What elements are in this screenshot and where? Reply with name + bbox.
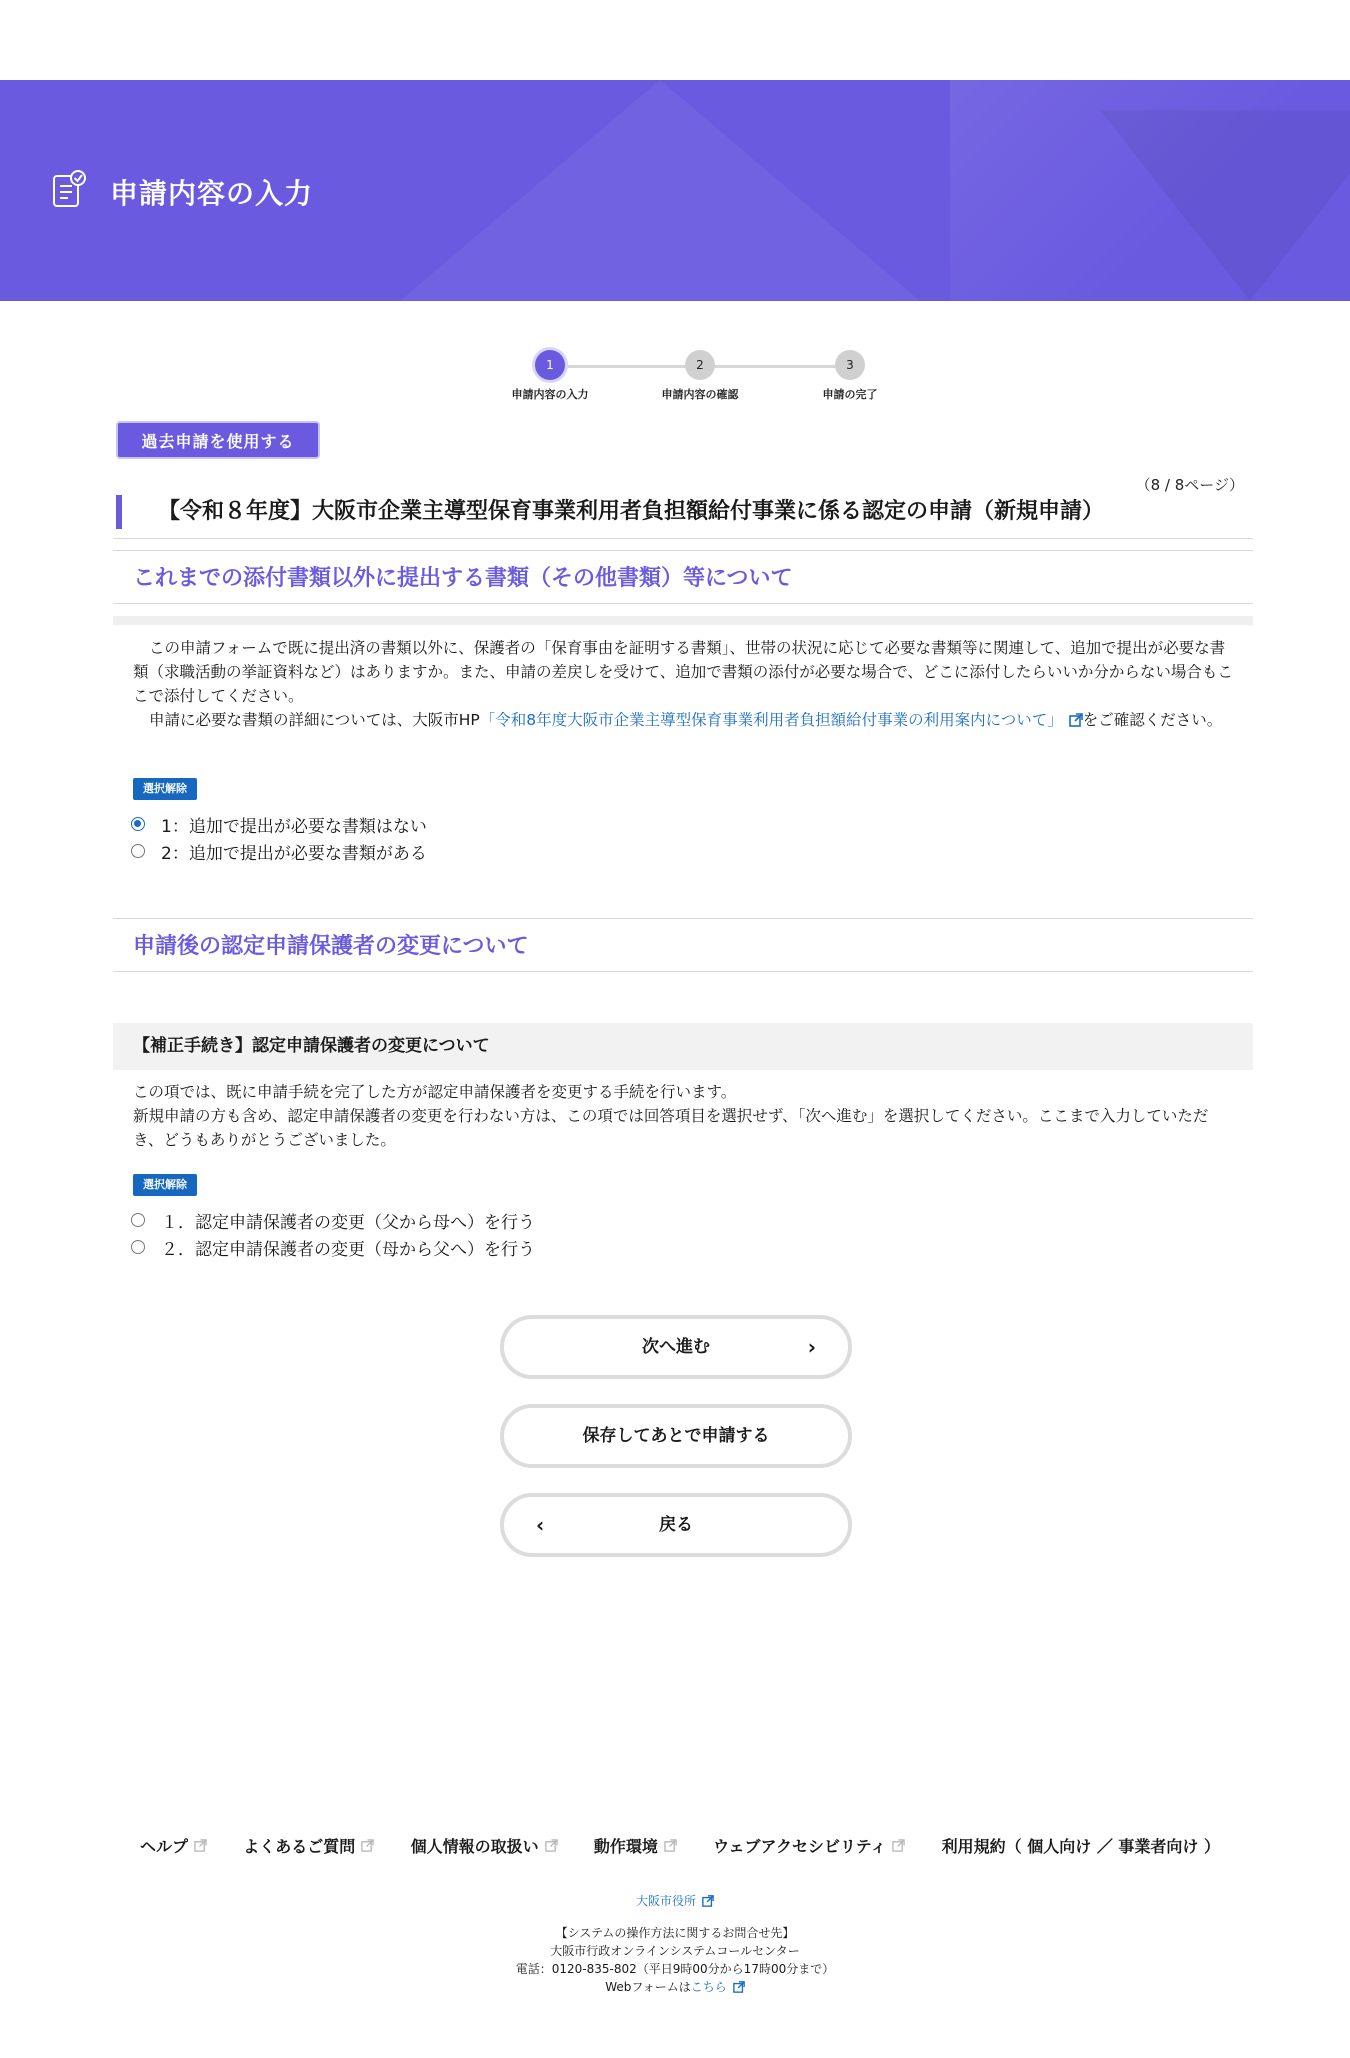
footer-link-label: よくあるご質問 <box>243 1837 356 1856</box>
next-button-label: 次へ進む <box>642 1337 710 1357</box>
footer-link-faq[interactable] <box>243 1834 374 1857</box>
radio-label: ２．認定申請保護者の変更（母から父へ）を行う <box>161 1239 535 1260</box>
section1-description: この申請フォームで既に提出済の書類以外に、保護者の「保育事由を証明する書類」、世帯の状況に応じて必要な書類等に関連して、追加で提出が必要な書類（求職活動の挙証資料など）はありますか。また、申請の差戻しを受けて、追加で書類の添付が必要な場合で、どこに添付したらいいか分からない場合もここで添付してください。 <box>133 639 1233 705</box>
radio-label: 2：追加で提出が必要な書類がある <box>161 843 427 864</box>
section2-description-2: 新規申請の方も含め、認定申請保護者の変更を行わない方は、この項では回答項目を選択せず、「次へ進む」を選択してください。ここまで入力していただき、どうもありがとうございました。 <box>133 1107 1209 1149</box>
banner-decoration <box>1100 110 1350 301</box>
radio-button[interactable] <box>131 844 145 858</box>
radio-label: 1：追加で提出が必要な書類はない <box>161 816 427 837</box>
step-1-number: 1 <box>535 350 565 380</box>
back-button-label: 戻る <box>659 1515 693 1535</box>
radio-option-has-additional-docs[interactable] <box>131 839 427 863</box>
contact-web-prefix: Webフォームは <box>605 1980 691 1994</box>
external-link-icon <box>664 1839 677 1852</box>
use-past-application-button[interactable]: 過去申請を使用する <box>116 421 320 459</box>
external-link-icon <box>733 1981 745 1993</box>
radio-option-no-additional-docs[interactable] <box>131 812 427 836</box>
guide-suffix: をご確認ください。 <box>1082 711 1223 729</box>
footer-link-label: 利用規約（ 個人向け ／ 事業者向け ） <box>941 1837 1220 1856</box>
external-link-icon <box>361 1839 374 1852</box>
radio-button[interactable] <box>131 1213 145 1227</box>
step-1 <box>480 350 620 402</box>
radio-button[interactable] <box>131 1240 145 1254</box>
step-indicator <box>480 350 880 410</box>
page-title: 申請内容の入力 <box>110 177 314 210</box>
contact-organization: 大阪市行政オンラインシステムコールセンター <box>550 1944 800 1958</box>
footer-link-label: ウェブアクセシビリティ <box>713 1837 887 1856</box>
back-button[interactable] <box>500 1493 852 1557</box>
footer-link-label: ヘルプ <box>140 1837 189 1856</box>
banner-decoration <box>400 80 920 301</box>
save-button-label: 保存してあとで申請する <box>582 1426 770 1446</box>
step-3-number: 3 <box>835 350 865 380</box>
footer-link-privacy[interactable] <box>411 1834 558 1857</box>
subsection-heading: 【補正手続き】認定申請保護者の変更について <box>113 1023 1253 1070</box>
contact-web <box>0 1978 1350 1996</box>
clear-selection-button-1[interactable]: 選択解除 <box>133 778 197 800</box>
chevron-right-icon: › <box>807 1335 816 1359</box>
external-link-icon <box>1069 713 1083 727</box>
section-band <box>113 616 1253 625</box>
step-2-number: 2 <box>685 350 715 380</box>
radio-option-mother-to-father[interactable] <box>131 1235 535 1259</box>
contact-phone: 電話：0120-835-802（平日9時00分から17時00分まで） <box>515 1962 835 1976</box>
section-title-other-documents: これまでの添付書類以外に提出する書類（その他書類）等について <box>133 566 793 591</box>
step-1-label: 申請内容の入力 <box>511 388 589 401</box>
step-2 <box>630 350 770 402</box>
divider <box>113 538 1253 539</box>
footer-links <box>140 1834 1220 1857</box>
contact-info <box>0 1924 1350 1996</box>
step-3-label: 申請の完了 <box>822 388 878 401</box>
external-link-icon <box>702 1895 714 1907</box>
footer-link-help[interactable] <box>140 1834 207 1857</box>
next-button[interactable] <box>500 1315 852 1379</box>
form-title: 【令和８年度】大阪市企業主導型保育事業利用者負担額給付事業に係る認定の申請（新規申請） <box>116 495 1252 529</box>
step-2-label: 申請内容の確認 <box>661 388 739 401</box>
save-for-later-button[interactable] <box>500 1404 852 1468</box>
radio-option-father-to-mother[interactable] <box>131 1208 535 1232</box>
step-3 <box>780 350 920 402</box>
page-counter: （8 / 8ページ） <box>1135 476 1244 494</box>
clear-selection-button-2[interactable]: 選択解除 <box>133 1174 197 1196</box>
radio-button[interactable] <box>131 817 145 831</box>
osaka-city-link[interactable] <box>0 1892 1350 1909</box>
section-title-guardian-change: 申請後の認定申請保護者の変更について <box>133 934 529 959</box>
radio-label: １．認定申請保護者の変更（父から母へ）を行う <box>161 1212 535 1233</box>
guide-link[interactable]: 「令和8年度大阪市企業主導型保育事業利用者負担額給付事業の利用案内について」 <box>479 711 1063 729</box>
section2-description-1: この項では、既に申請手続を完了した方が認定申請保護者を変更する手続を行います。 <box>133 1083 737 1101</box>
external-link-icon <box>545 1839 558 1852</box>
external-link-icon <box>892 1839 905 1852</box>
form-check-icon <box>52 170 88 210</box>
divider <box>113 550 1253 551</box>
contact-title: 【システムの操作方法に関するお問合せ先】 <box>555 1926 795 1940</box>
footer-link-terms[interactable] <box>942 1834 1220 1857</box>
section1-guide-text <box>133 708 1233 732</box>
footer-link-label: 個人情報の取扱い <box>410 1837 539 1856</box>
chevron-left-icon: ‹ <box>536 1513 545 1537</box>
footer-link-label: 動作環境 <box>593 1837 658 1856</box>
divider <box>113 971 1253 972</box>
external-link-icon <box>194 1839 207 1852</box>
footer-link-environment[interactable] <box>594 1834 677 1857</box>
divider <box>113 603 1253 604</box>
footer-link-accessibility[interactable] <box>713 1834 905 1857</box>
divider <box>113 918 1253 919</box>
contact-web-link[interactable]: こちら <box>690 1980 727 1994</box>
guide-prefix: 申請に必要な書類の詳細については、大阪市HP <box>149 711 480 729</box>
city-link-label: 大阪市役所 <box>635 1894 696 1908</box>
